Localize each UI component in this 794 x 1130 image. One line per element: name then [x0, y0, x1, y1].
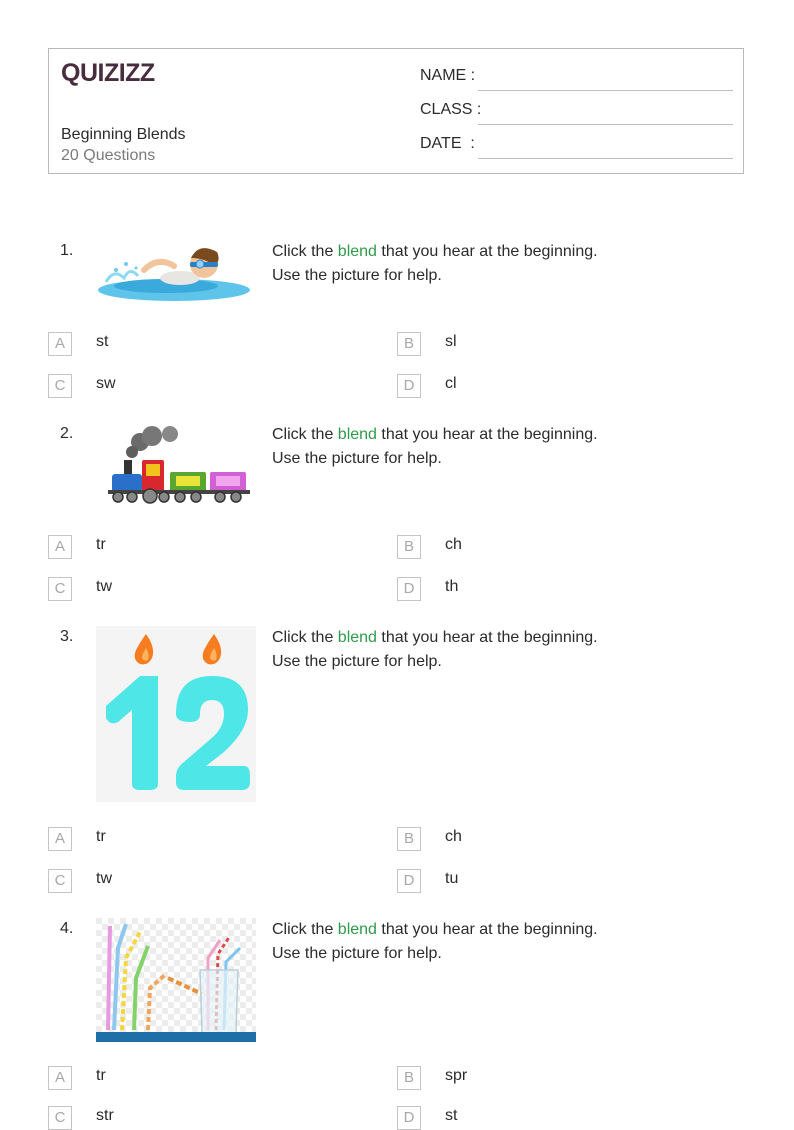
option-text: cl	[445, 375, 457, 392]
option-text: st	[445, 1107, 458, 1124]
worksheet-title: Beginning Blends	[61, 126, 186, 143]
option-text: sl	[445, 333, 457, 350]
option-letter: B	[397, 332, 421, 356]
question-number: 1.	[60, 242, 74, 259]
name-field[interactable]	[420, 67, 733, 91]
option-letter: C	[48, 577, 72, 601]
name-line	[478, 90, 733, 91]
option-text: sw	[96, 375, 116, 392]
date-label: DATE :	[420, 135, 475, 152]
option-text: ch	[445, 536, 462, 553]
worksheet-header	[48, 48, 744, 174]
question-prompt	[272, 423, 598, 471]
option-text: st	[96, 333, 109, 350]
prompt-text: Click the	[272, 243, 338, 260]
name-label: NAME :	[420, 67, 476, 84]
question-prompt	[272, 626, 598, 674]
highlight-word: blend	[337, 629, 377, 646]
straws-icon	[96, 918, 256, 1042]
option-letter: B	[397, 827, 421, 851]
class-line	[478, 124, 733, 125]
prompt-text: that you hear at the beginning.	[376, 426, 598, 443]
prompt-text: Click the	[272, 426, 338, 443]
option-text: str	[96, 1107, 114, 1124]
question-prompt	[272, 240, 598, 288]
date-field[interactable]	[420, 135, 733, 159]
question-count: 20 Questions	[61, 147, 156, 164]
prompt-hint: Use the picture for help.	[272, 450, 442, 467]
option-letter: D	[397, 374, 421, 398]
prompt-text: Click the	[272, 629, 338, 646]
option-text: tw	[96, 578, 112, 595]
option-text: tw	[96, 870, 112, 887]
option-text: tr	[96, 1067, 106, 1084]
question-prompt	[272, 918, 598, 966]
option-text: tu	[445, 870, 459, 887]
option-text: spr	[445, 1067, 468, 1084]
option-letter: D	[397, 869, 421, 893]
prompt-text: that you hear at the beginning.	[376, 921, 598, 938]
swimming-boy-icon	[96, 240, 254, 306]
option-letter: A	[48, 1066, 72, 1090]
twelve-candles-icon	[96, 626, 256, 802]
quizizz-logo: QUIZIZZ	[61, 59, 155, 87]
date-line	[478, 158, 733, 159]
option-letter: D	[397, 577, 421, 601]
option-letter: B	[397, 1066, 421, 1090]
prompt-hint: Use the picture for help.	[272, 945, 442, 962]
option-text: tr	[96, 536, 106, 553]
option-letter: C	[48, 1106, 72, 1130]
option-letter: A	[48, 332, 72, 356]
toy-train-icon	[96, 424, 252, 508]
question-number: 3.	[60, 628, 74, 645]
question-number: 2.	[60, 425, 74, 442]
prompt-text: that you hear at the beginning.	[376, 629, 598, 646]
option-letter: C	[48, 869, 72, 893]
option-letter: B	[397, 535, 421, 559]
highlight-word: blend	[337, 426, 377, 443]
option-letter: A	[48, 535, 72, 559]
prompt-text: that you hear at the beginning.	[376, 243, 598, 260]
prompt-hint: Use the picture for help.	[272, 653, 442, 670]
highlight-word: blend	[337, 921, 377, 938]
prompt-hint: Use the picture for help.	[272, 267, 442, 284]
class-label: CLASS :	[420, 101, 482, 118]
option-text: th	[445, 578, 459, 595]
option-text: tr	[96, 828, 106, 845]
option-text: ch	[445, 828, 462, 845]
question-number: 4.	[60, 920, 74, 937]
highlight-word: blend	[337, 243, 377, 260]
option-letter: A	[48, 827, 72, 851]
option-letter: C	[48, 374, 72, 398]
class-field[interactable]	[420, 101, 733, 125]
option-letter: D	[397, 1106, 421, 1130]
prompt-text: Click the	[272, 921, 338, 938]
